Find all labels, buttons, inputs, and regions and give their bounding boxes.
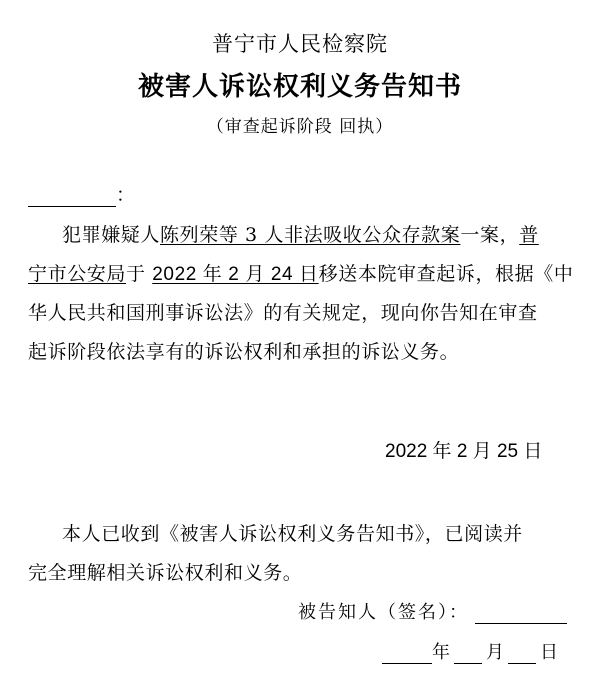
notice-mid-text: 一案，	[460, 224, 520, 246]
agency-name-part1: 普	[519, 224, 539, 246]
notice-line-4: 起诉阶段依法享有的诉讼权利和承担的诉讼义务。	[28, 341, 460, 363]
notice-line-2	[28, 259, 573, 286]
sign-date-line	[382, 638, 558, 664]
document-subtitle: （审查起诉阶段 回执）	[206, 117, 394, 137]
document-title: 被害人诉讼权利义务告知书	[137, 72, 462, 102]
sign-month-blank[interactable]	[454, 643, 482, 664]
receipt-line-1: 本人已收到《被害人诉讼权利义务告知书》，已阅读并	[62, 523, 523, 545]
addressee-suffix: ：	[116, 184, 136, 206]
organization-name: 普宁市人民检察院	[212, 32, 388, 56]
notice-line-1	[62, 220, 539, 247]
transfer-date: 2022 年 2 月 24 日	[152, 264, 319, 285]
addressee-blank	[28, 186, 116, 207]
signature-line	[298, 598, 567, 624]
year-label: 年	[432, 642, 450, 663]
notice-line-3: 华人民共和国刑事诉讼法》的有关规定，现向你告知在审查	[28, 302, 538, 324]
day-label: 日	[540, 642, 558, 663]
signature-blank[interactable]	[475, 603, 567, 624]
agency-name-part2: 宁市公安局	[28, 263, 127, 285]
signature-label: 被告知人（签名）：	[298, 602, 469, 623]
month-label: 月	[486, 642, 504, 663]
sign-day-blank[interactable]	[508, 643, 536, 664]
notice-pre-date: 于	[126, 263, 153, 285]
addressee-line	[28, 180, 135, 207]
notice-indent-text: 犯罪嫌疑人	[62, 224, 161, 246]
issue-date: 2022 年 2 月 25 日	[385, 441, 543, 462]
case-name: 陈列荣等 3 人非法吸收公众存款案	[160, 224, 461, 246]
sign-year-blank[interactable]	[382, 643, 432, 664]
notice-post-date: 移送本院审查起诉，根据《中	[318, 263, 574, 285]
receipt-line-2: 完全理解相关诉讼权利和义务。	[28, 562, 303, 584]
